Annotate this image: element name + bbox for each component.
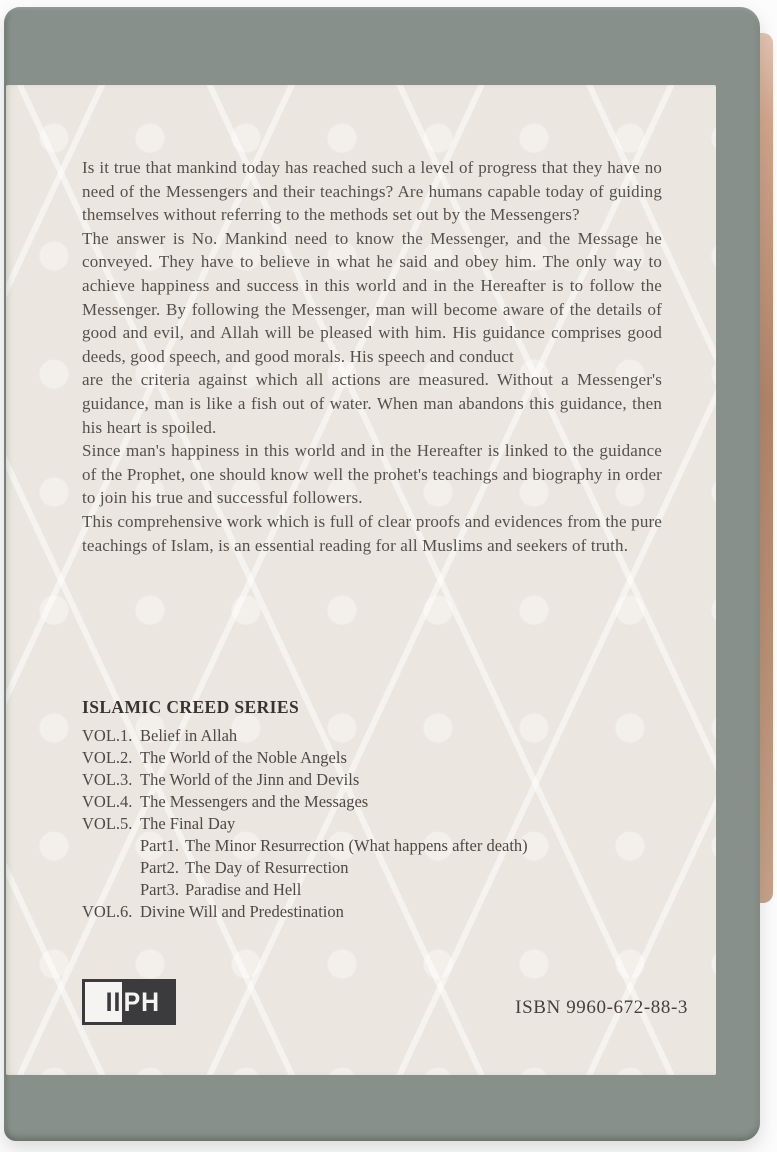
series-item: [82, 747, 682, 769]
series-item-title: Divine Will and Predestination: [140, 902, 344, 921]
series-item: [82, 769, 682, 791]
series-item-label: Part1.: [140, 836, 179, 855]
series-heading: ISLAMIC CREED SERIES: [82, 697, 300, 717]
series-subitem: [82, 857, 682, 879]
isbn-text: ISBN 9960-672-88-3: [515, 997, 688, 1018]
series-item-title: The Day of Resurrection: [184, 858, 349, 877]
series-item-title: Paradise and Hell: [184, 880, 302, 899]
series-item-label: VOL.5.: [82, 814, 133, 833]
series-item-title: The Minor Resurrection (What happens after death): [184, 836, 528, 855]
series-item-title: The World of the Jinn and Devils: [140, 770, 360, 789]
series-item-title: The World of the Noble Angels: [140, 748, 347, 767]
series-subitem: [82, 879, 682, 901]
back-cover-text: [82, 156, 662, 557]
series-item: [82, 725, 682, 747]
series-list: [82, 697, 682, 923]
iiph-logo-left-cell: II: [85, 982, 122, 1022]
series-item-title: Belief in Allah: [140, 726, 238, 745]
paragraph: This comprehensive work which is full of clear proofs and evidences from the pure teachings of Islam, is an essential reading for all Muslims and seekers of truth.: [82, 511, 662, 555]
paragraph: Is it true that mankind today has reached such a level of progress that they have no need of the Messengers and their teachings? Are humans capable today of guiding themselves without referring to the methods set out by the Messengers?: [82, 158, 662, 225]
paragraph: Since man's happiness in this world and in the Hereafter is linked to the guidance of the Prophet, one should know well the prohet's teachings and biography in order to join his true and successful followers.: [82, 441, 662, 508]
paragraph: The answer is No. Mankind need to know the Messenger, and the Message he conveyed. They have to believe in what he said and obey him. The only way to achieve happiness and success in this world and in the Hereafter is to follow the Messenger. By following the Messenger, man will become aware of the details of good and evil, and Allah will be pleased with him. His guidance comprises good deeds, good speech, and good morals. His speech and conduct: [82, 228, 662, 366]
series-item-label: VOL.6.: [82, 902, 133, 921]
iiph-publisher-logo: [82, 979, 176, 1025]
series-item-label: Part2.: [140, 858, 179, 877]
series-item-label: Part3.: [140, 880, 179, 899]
series-item-label: VOL.4.: [82, 792, 133, 811]
series-item-label: VOL.1.: [82, 726, 133, 745]
series-item-label: VOL.3.: [82, 770, 133, 789]
series-item-label: VOL.2.: [82, 748, 133, 767]
iiph-logo-right-cell: PH: [122, 982, 173, 1022]
cover-panel: [6, 85, 716, 1075]
paragraph: are the criteria against which all actions are measured. Without a Messenger's guidance, man is like a fish out of water. When man abandons this guidance, then his heart is spoiled.: [82, 370, 662, 437]
book-back-cover: [4, 7, 773, 1141]
series-item-title: The Messengers and the Messages: [140, 792, 369, 811]
series-subitem: [82, 835, 682, 857]
series-item: [82, 791, 682, 813]
series-item: [82, 813, 682, 835]
series-item: [82, 901, 682, 923]
series-item-title: The Final Day: [140, 814, 236, 833]
